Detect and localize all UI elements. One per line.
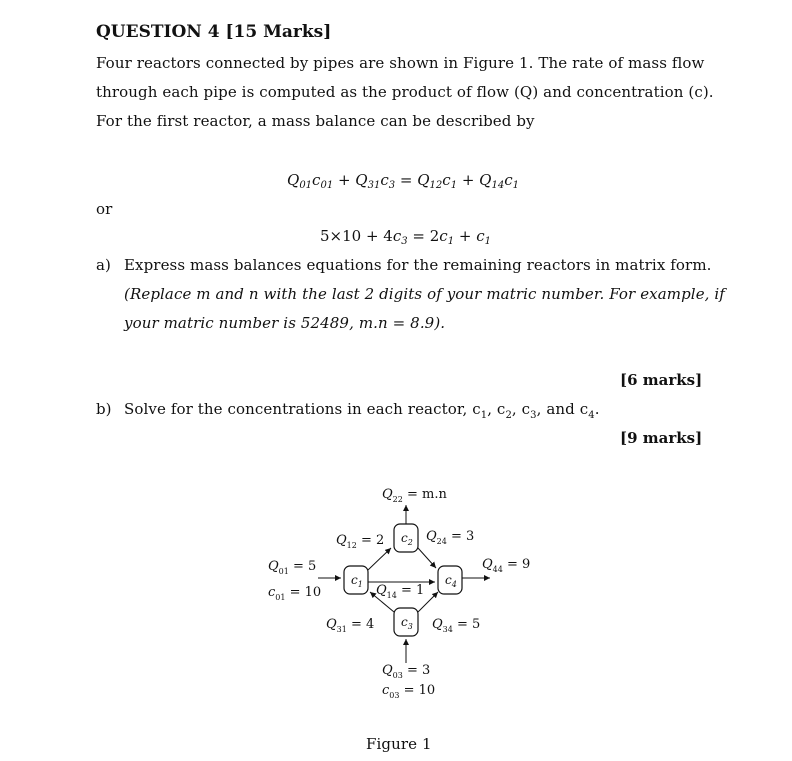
- intro-line-3: For the first reactor, a mass balance can be described by: [96, 112, 535, 130]
- intro-line-1: Four reactors connected by pipes are shown in Figure 1. The rate of mass flow: [96, 54, 705, 72]
- label-q14: $Q_{14} = 1$: [376, 583, 425, 600]
- part-a-line-3: your matric number is 52489, m.n = 8.9).: [124, 314, 446, 332]
- label-q34: $Q_{34} = 5$: [432, 617, 481, 634]
- svg-text:c1: $c_1$: [351, 573, 363, 589]
- pipe-q12: [368, 548, 391, 570]
- label-q24: $Q_{24} = 3$: [426, 529, 475, 546]
- or-text: or: [96, 200, 113, 218]
- part-a-line-2: (Replace m and n with the last 2 digits of your matric number. For example, if: [124, 285, 725, 303]
- label-q01: $Q_{01} = 5$: [268, 559, 317, 576]
- reactor-c1: [344, 566, 368, 594]
- label-q03: $Q_{03} = 3$: [382, 663, 431, 680]
- part-b-label: b): [96, 400, 112, 418]
- label-c03: $c_{03} = 10$: [382, 683, 436, 700]
- svg-text:c2: $c_2$: [401, 531, 413, 547]
- reactor-c4: [438, 566, 462, 594]
- label-q44: $Q_{44} = 9$: [482, 557, 531, 574]
- intro-line-2: through each pipe is computed as the product of flow (Q) and concentration (c).: [96, 83, 714, 101]
- label-c01: $c_{01} = 10$: [268, 585, 322, 602]
- reactor-c3: [394, 608, 418, 636]
- part-a-marks: [6 marks]: [620, 371, 703, 389]
- svg-text:c4: $c_4$: [445, 573, 457, 589]
- reactor-network-figure: [250, 478, 550, 708]
- part-b-marks: [9 marks]: [620, 429, 703, 447]
- part-a-label: a): [96, 256, 111, 274]
- part-a-line-1: Express mass balances equations for the remaining reactors in matrix form.: [124, 256, 712, 274]
- part-b-text: Solve for the concentrations in each reactor, $c_1$, $c_2$, $c_3$, and $c_4$.: [124, 400, 600, 421]
- mass-balance-equation: $Q_{01}c_{01} + Q_{31}c_3 = Q_{12}c_1 + Q_{14}c_1$: [287, 171, 519, 191]
- question-title: QUESTION 4 [15 Marks]: [96, 22, 332, 42]
- svg-text:c3: $c_3$: [401, 615, 413, 631]
- numeric-equation: $5\times 10 + 4c_3 = 2c_1 + c_1$: [320, 227, 491, 247]
- reactor-c2: [394, 524, 418, 552]
- label-q31: $Q_{31} = 4$: [326, 617, 375, 634]
- figure-caption: Figure 1: [366, 735, 432, 753]
- label-q22: $Q_{22} = m.n$: [382, 487, 447, 504]
- pipe-q24: [418, 548, 436, 568]
- label-q12: $Q_{12} = 2$: [336, 533, 385, 550]
